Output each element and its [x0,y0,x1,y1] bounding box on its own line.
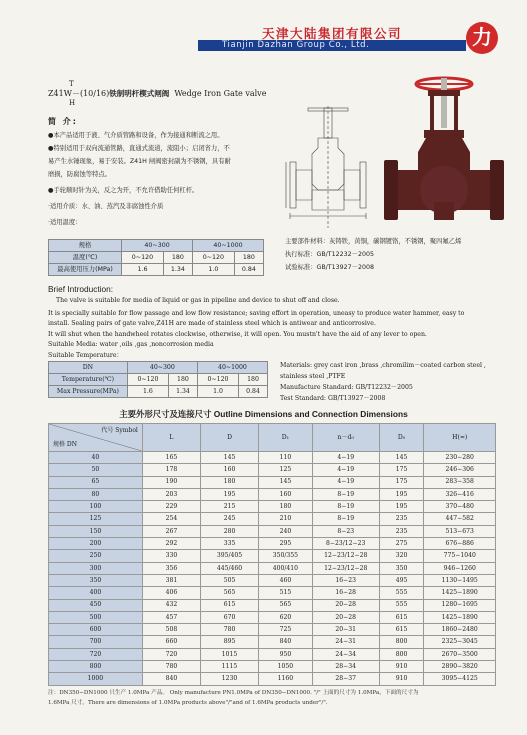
footnote-line: 注：DN350−DN1000 只生产 1.0MPa 产品。 Only manufacture PN1.0MPa of DN350−DN1000. "/" 上面的尺寸为 1.0MPa，下面的尺寸为 [48,690,419,696]
table-cell: 24−34 [312,648,379,660]
table-cell: 235 [379,513,424,525]
table-cell: 40~1000 [197,362,267,374]
table-cell: 910 [379,673,424,685]
table-cell: 1115 [200,661,258,673]
model-number: Z41W－(10/16) [48,89,110,98]
table-cell: 40~300 [127,362,197,374]
materials-line-en: stainless steel ,PTFE [280,373,346,380]
table-cell: 615 [379,611,424,623]
table-cell: 8−19 [312,501,379,513]
product-name-en: Wedge Iron Gate valve [174,89,267,98]
table-row [49,538,496,550]
table-corner-cell [49,424,143,452]
dn-cell: 500 [49,611,143,623]
table-cell: 180 [234,252,263,264]
table-cell: 145 [259,476,313,488]
table-cell: 800 [379,648,424,660]
dn-cell: 600 [49,624,143,636]
table-cell: 1050 [259,661,313,673]
table-row [49,648,496,660]
table-cell: 895 [200,636,258,648]
table-cell: 280 [200,525,258,537]
table-cell: 620 [259,611,313,623]
table-cell: 513−673 [424,525,496,537]
table-cell: 20−31 [312,624,379,636]
brief-line-en: Suitable Temperature： [48,352,123,359]
table-cell: 40~300 [122,240,193,252]
brief-line-en: It will shut when the handwheel rotates clockwise, otherwise, it will open. You mustn't have the aid of any lever to open. [48,331,427,338]
table-cell: 20−28 [312,599,379,611]
table-cell: 235 [379,525,424,537]
table-row [49,673,496,685]
table-cell: 447−582 [424,513,496,525]
dimensions-table-body [49,452,496,686]
dn-cell: 720 [49,648,143,660]
table-cell: 725 [259,624,313,636]
temperature-pressure-table-en [48,361,268,398]
table-cell: 210 [259,513,313,525]
dn-cell: 700 [49,636,143,648]
table-cell: 180 [239,374,268,386]
intro-line-cn: ●本产品适用于液、气介质管路和设备，作为接通和断流之用。 [48,132,224,139]
table-cell: 275 [379,538,424,550]
materials-line-en: Materials: grey cast iron ,brass ,chromilim－coated carbon steel , [280,362,486,369]
table-cell: 28−34 [312,661,379,673]
table-cell: 145 [200,452,258,464]
column-header: n－d₀ [312,424,379,452]
table-cell: 505 [200,574,258,586]
table-cell: 180 [200,476,258,488]
table-cell: 3095−4125 [424,673,496,685]
table-row [49,661,496,673]
table-cell: 1.6 [122,264,164,276]
brief-line-en: It is specially suitable for flow passage and low flow resistance; saving effort in operation, uneasy to produce water hammer, easy to [48,310,465,317]
intro-line-cn: 磨损，防腐蚀等特点。 [48,171,111,178]
intro-heading-cn: 简 介: [48,117,78,126]
table-row [49,476,496,488]
table-cell: 1160 [259,673,313,685]
table-cell: 676−886 [424,538,496,550]
dn-cell: 250 [49,550,143,562]
table-cell: 840 [259,636,313,648]
company-name-cn: 天津大陆集团有限公司 [262,26,403,41]
table-row [49,587,496,599]
brief-line-en: The valve is suitable for media of liquid or gas in pipeline and device to shut off and close. [56,297,340,304]
dn-cell: 65 [49,476,143,488]
table-cell: 20−28 [312,611,379,623]
intro-line-cn: ·适用介质：水、油、蒸汽及非腐蚀性介质 [48,203,164,210]
dn-cell: 450 [49,599,143,611]
table-cell: 0~120 [193,252,235,264]
table-cell: 195 [379,501,424,513]
table-cell: 615 [379,624,424,636]
table-cell: 8−23 [312,525,379,537]
column-header: D [200,424,258,452]
intro-line-cn: ●手轮顺时针为关，反之为开，不允许借助任何杠杆。 [48,187,199,194]
table-cell: 160 [200,464,258,476]
standard-line-cn: 试验标准：GB/T13927－2008 [285,264,375,271]
table-cell: 1425−1890 [424,611,496,623]
table-cell: 180 [163,252,192,264]
table-cell: 370−480 [424,501,496,513]
table-cell: 400/410 [259,562,313,574]
table-cell: 8−19 [312,488,379,500]
table-cell: 190 [142,476,200,488]
dn-cell: 80 [49,488,143,500]
table-cell: 8−19 [312,513,379,525]
table-row [49,574,496,586]
table-cell: 1860−2480 [424,624,496,636]
table-cell: 406 [142,587,200,599]
table-cell: 800 [379,636,424,648]
table-cell: 445/460 [200,562,258,574]
table-cell: 1.34 [163,264,192,276]
dn-cell: 800 [49,661,143,673]
table-cell: 215 [200,501,258,513]
table-cell: 规格 [49,240,122,252]
footnote-line: 1.6MPa 尺寸。There are dimensions of 1.0MPa products above"/"and of 1.6MPa products under"/". [48,700,328,706]
table-cell: 195 [379,488,424,500]
intro-line-cn: ·适用温度： [48,219,82,226]
table-cell: 246−306 [424,464,496,476]
brief-heading-en: Brief Introduction: [48,284,114,294]
table-row [49,562,496,574]
table-row [49,525,496,537]
table-cell: 1.6 [127,386,168,398]
table-cell: 2670−3500 [424,648,496,660]
table-cell: 460 [259,574,313,586]
table-cell: 780 [142,661,200,673]
materials-line-cn: 主要部件材料：灰铸铁，黄铜，碳钢镀铬，不锈钢，聚四氟乙烯 [285,238,462,245]
table-cell: 28−37 [312,673,379,685]
table-cell: 165 [142,452,200,464]
table-cell: Max Pressure(MPa) [49,386,128,398]
table-cell: 229 [142,501,200,513]
intro-line-cn: 易产生水锤现象，易于安装。Z41H 闸阀密封副为不锈钢，具有耐 [48,158,231,165]
table-cell: 330 [142,550,200,562]
table-cell: 267 [142,525,200,537]
table-cell: 12−23/12−28 [312,550,379,562]
table-cell: 0.84 [234,264,263,276]
dn-cell: 125 [49,513,143,525]
standard-line-en: Manufacture Standard: GB/T12232－2005 [280,384,413,391]
standard-line-cn: 执行标准：GB/T12232－2005 [285,251,375,258]
table-cell: 4−19 [312,452,379,464]
standard-line-en: Test Standard: GB/T13927－2008 [280,395,386,402]
table-row [49,624,496,636]
table-cell: 230−280 [424,452,496,464]
dimensions-table [48,423,496,686]
table-cell: 178 [142,464,200,476]
table-cell: 670 [200,611,258,623]
table-cell: 0~120 [127,374,168,386]
table-cell: 4−19 [312,464,379,476]
table-cell: 292 [142,538,200,550]
table-cell: 245 [200,513,258,525]
table-cell: 195 [200,488,258,500]
table-row [49,452,496,464]
product-name-cn: 铁制明杆楔式闸阀 [109,89,170,98]
table-cell: 356 [142,562,200,574]
table-row [49,513,496,525]
table-cell: 350/355 [259,550,313,562]
table-cell: 1015 [200,648,258,660]
model-variant-bottom: H [69,99,76,107]
brief-line-en: install. Sealing pairs of gate valve,Z41H are made of stainless steel which is antiwear and anticorrosive. [48,320,376,327]
dn-cell: 200 [49,538,143,550]
table-cell: 295 [259,538,313,550]
table-cell: 175 [379,464,424,476]
table-cell: 180 [259,501,313,513]
column-header: H(≈) [424,424,496,452]
table-cell: 温度(℃) [49,252,122,264]
table-cell: 16−23 [312,574,379,586]
dn-cell: 400 [49,587,143,599]
table-cell: 457 [142,611,200,623]
dn-cell: 40 [49,452,143,464]
dn-cell: 50 [49,464,143,476]
table-cell: 1.0 [197,386,238,398]
table-cell: 283−358 [424,476,496,488]
table-cell: 1230 [200,673,258,685]
table-cell: DN [49,362,128,374]
table-cell: 381 [142,574,200,586]
table-cell: 350 [379,562,424,574]
brief-line-en: Suitable Media: water ,oils ,gas ,noncorrosion media [48,341,214,348]
table-row [49,611,496,623]
table-cell: 最高使用压力(MPa) [49,264,122,276]
table-cell: 508 [142,624,200,636]
table-cell: 240 [259,525,313,537]
column-header: D₁ [259,424,313,452]
table-cell: 2890−3820 [424,661,496,673]
table-cell: 0~120 [197,374,238,386]
table-cell: 4−19 [312,476,379,488]
table-cell: 203 [142,488,200,500]
table-row [49,464,496,476]
table-cell: 24−31 [312,636,379,648]
table-cell: 555 [379,599,424,611]
table-cell: 320 [379,550,424,562]
model-variant-top: T [69,80,74,88]
table-cell: 175 [379,476,424,488]
table-row [49,501,496,513]
column-header: D₀ [379,424,424,452]
table-cell: 254 [142,513,200,525]
table-cell: 775−1040 [424,550,496,562]
corner-dn-label: 规格 DN [53,440,77,448]
column-header: L [142,424,200,452]
table-cell: 12−23/12−28 [312,562,379,574]
product-title [48,89,266,99]
table-cell: 335 [200,538,258,550]
intro-line-cn: ●特别适用于双向流通管路，直通式流道，流阻小；启闭省力，不 [48,145,230,152]
dn-cell: 100 [49,501,143,513]
table-cell: 8−23/12−23 [312,538,379,550]
table-row [49,550,496,562]
table-cell: 910 [379,661,424,673]
table-cell: 1.34 [169,386,198,398]
table-cell: 2325−3045 [424,636,496,648]
table-cell: 40~1000 [193,240,264,252]
dn-cell: 1000 [49,673,143,685]
valve-drawing [284,104,372,230]
table-cell: 946−1260 [424,562,496,574]
valve-photo [378,74,510,234]
table-row [49,488,496,500]
table-cell: 555 [379,587,424,599]
table-cell: 0.84 [239,386,268,398]
table-cell: 660 [142,636,200,648]
table-cell: 720 [142,648,200,660]
corner-symbol-label: 代号 Symbol [101,427,138,434]
table-cell: 495 [379,574,424,586]
table-cell: 950 [259,648,313,660]
table-cell: 565 [200,587,258,599]
table-cell: 1.0 [193,264,235,276]
company-name-en: Tianjin Dazhan Group Co., Ltd. [222,40,370,50]
temperature-pressure-table-cn [48,239,264,276]
dimensions-title: 主要外形尺寸及连接尺寸 Outline Dimensions and Connection Dimensions [119,409,408,419]
table-cell: 0~120 [122,252,164,264]
company-logo: 力 [466,22,498,54]
dn-cell: 300 [49,562,143,574]
table-cell: 125 [259,464,313,476]
table-cell: 326−416 [424,488,496,500]
dn-cell: 150 [49,525,143,537]
table-cell: 840 [142,673,200,685]
table-cell: 615 [200,599,258,611]
table-cell: Temperature(℃) [49,374,128,386]
table-cell: 515 [259,587,313,599]
table-cell: 565 [259,599,313,611]
table-cell: 145 [379,452,424,464]
table-cell: 180 [169,374,198,386]
table-cell: 16−28 [312,587,379,599]
dn-cell: 350 [49,574,143,586]
table-cell: 1280−1695 [424,599,496,611]
table-cell: 160 [259,488,313,500]
table-cell: 1425−1890 [424,587,496,599]
table-cell: 395/405 [200,550,258,562]
table-row [49,636,496,648]
table-row [49,599,496,611]
table-cell: 780 [200,624,258,636]
table-cell: 432 [142,599,200,611]
table-cell: 1130−1495 [424,574,496,586]
table-cell: 110 [259,452,313,464]
